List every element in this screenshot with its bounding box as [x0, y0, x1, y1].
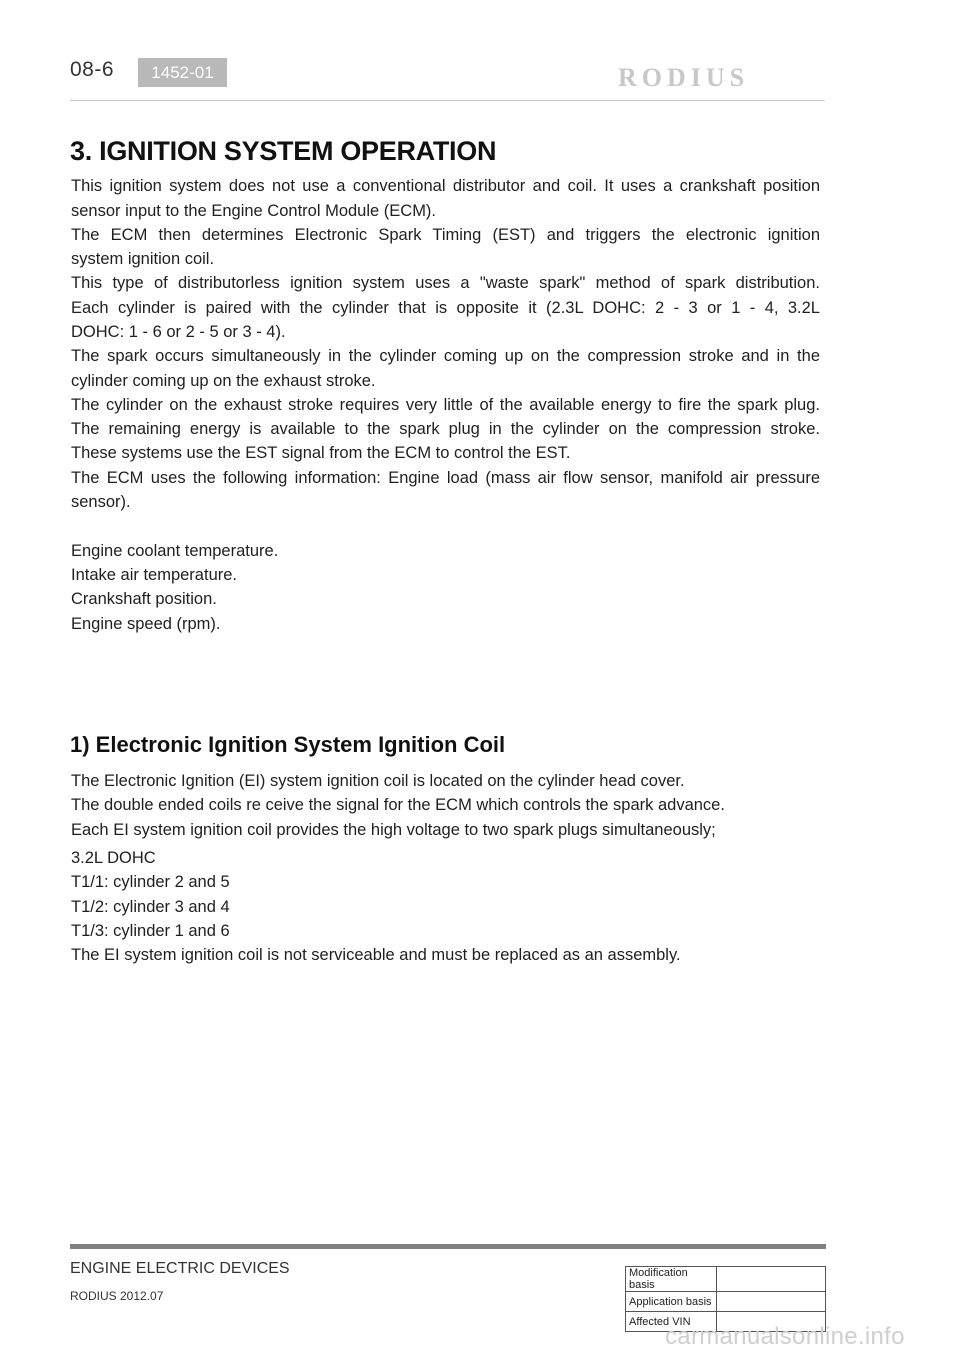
table-cell-label: Affected VIN: [626, 1312, 717, 1332]
detail-line: 3.2L DOHC: [71, 849, 156, 867]
detail-line: T1/2: cylinder 3 and 4: [71, 898, 230, 916]
paragraph-line: The cylinder on the exhaust stroke requires very little of the available energy to fire the spark plug.: [71, 396, 820, 414]
paragraph-line: This type of distributorless ignition system uses a "waste spark" method of spark distribution.: [71, 274, 820, 292]
footer-divider: [70, 1244, 826, 1249]
paragraph-line: Each cylinder is paired with the cylinder that is opposite it (2.3L DOHC: 2 - 3 or 1 - 4, 3.2L: [71, 299, 820, 317]
table-row: [626, 1267, 826, 1292]
paragraph-line: This ignition system does not use a conventional distributor and coil. It uses a crankshaft position: [71, 177, 820, 195]
paragraph-line: sensor input to the Engine Control Module (ECM).: [71, 202, 437, 220]
subsection-title: 1) Electronic Ignition System Ignition Coil: [70, 732, 506, 757]
paragraph-line: The remaining energy is available to the spark plug in the cylinder on the compression stroke.: [71, 420, 820, 438]
paragraph-line: sensor).: [71, 493, 131, 511]
watermark: carmanualsonline.info: [665, 1323, 905, 1350]
paragraph-line: The spark occurs simultaneously in the cylinder coming up on the compression stroke and in the: [71, 347, 820, 365]
brand-logo: RODIUS: [618, 63, 750, 92]
paragraph-line: These systems use the EST signal from the ECM to control the EST.: [71, 444, 571, 462]
page-number: 08-6: [70, 58, 115, 81]
paragraph-line: The ECM uses the following information: Engine load (mass air flow sensor, manifold air pressure: [71, 469, 820, 487]
detail-line: T1/3: cylinder 1 and 6: [71, 922, 230, 940]
footer-chapter-title: ENGINE ELECTRIC DEVICES: [70, 1260, 290, 1277]
section-title: 3. IGNITION SYSTEM OPERATION: [70, 136, 497, 166]
paragraph-line: The ECM then determines Electronic Spark Timing (EST) and triggers the electronic ignition: [71, 226, 820, 244]
input-list-item: Engine coolant temperature.: [71, 542, 279, 560]
input-list-item: Intake air temperature.: [71, 566, 237, 584]
paragraph-line: Each EI system ignition coil provides the high voltage to two spark plugs simultaneously;: [71, 821, 716, 839]
table-cell-label: Application basis: [626, 1292, 717, 1312]
table-cell-value: [717, 1292, 826, 1312]
table-cell-value: [717, 1267, 826, 1292]
paragraph-line: The Electronic Ignition (EI) system ignition coil is located on the cylinder head cover.: [71, 772, 685, 790]
table-row: [626, 1292, 826, 1312]
paragraph-line: The double ended coils re ceive the signal for the ECM which controls the spark advance.: [71, 796, 725, 814]
footer-edition: RODIUS 2012.07: [70, 1289, 164, 1303]
paragraph-line: DOHC: 1 - 6 or 2 - 5 or 3 - 4).: [71, 323, 286, 341]
paragraph-line: cylinder coming up on the exhaust stroke.: [71, 372, 376, 390]
detail-line: The EI system ignition coil is not serviceable and must be replaced as an assembly.: [71, 946, 681, 964]
input-list-item: Engine speed (rpm).: [71, 615, 221, 633]
table-cell-label: Modification basis: [626, 1267, 717, 1292]
header-divider: [70, 100, 825, 101]
input-list-item: Crankshaft position.: [71, 590, 217, 608]
paragraph-line: system ignition coil.: [71, 250, 215, 268]
document-code-badge: 1452-01: [138, 58, 227, 87]
detail-line: T1/1: cylinder 2 and 5: [71, 873, 230, 891]
